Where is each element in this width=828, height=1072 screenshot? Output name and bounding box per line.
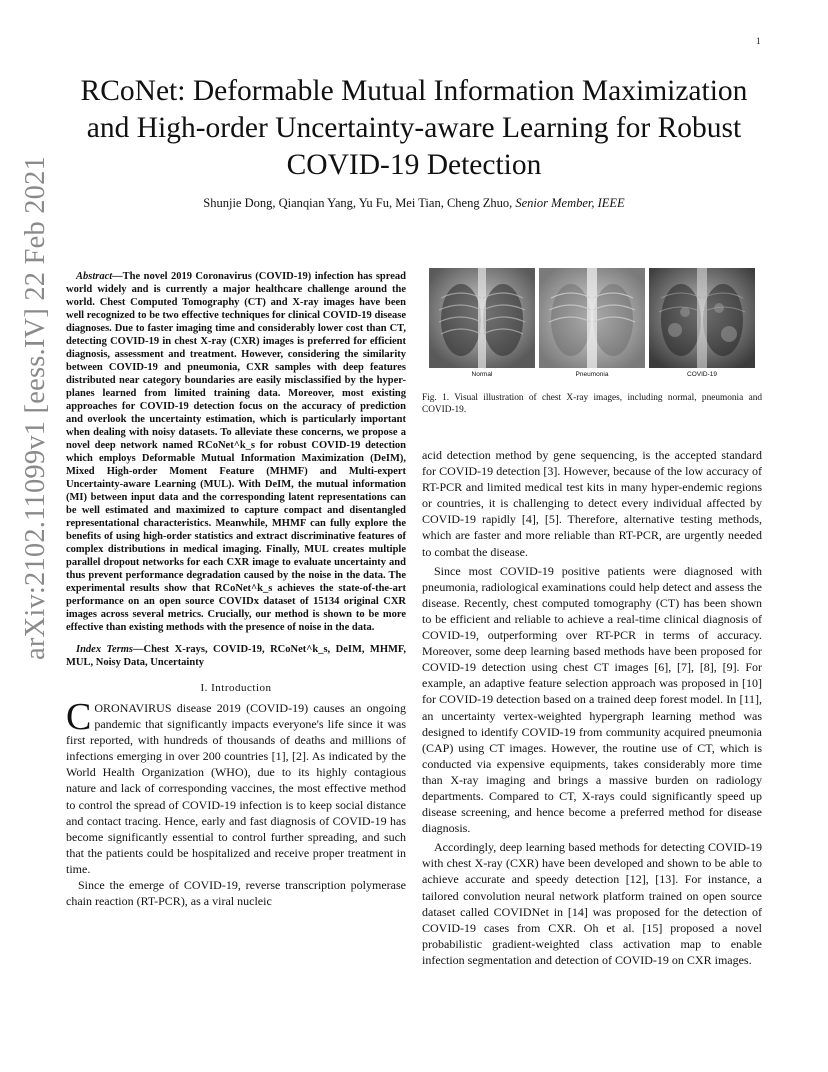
figure-caption: Fig. 1. Visual illustration of chest X-ray images, including normal, pneumonia and COVID-19. (422, 393, 762, 415)
drop-cap: C (66, 696, 92, 738)
label-normal: Normal (471, 371, 493, 378)
index-lead: Index Terms (76, 644, 133, 655)
abstract (66, 270, 406, 634)
arxiv-stamp: arXiv:2102.11099v1 [eess.IV] 22 Feb 2021 (20, 155, 51, 660)
right-paragraph-1: acid detection method by gene sequencing, is the accepted standard for COVID-19 detection [3]. However, because of the low accuracy of RT-PCR and limited medical test kits in many hyper-endemic regions or countries, it is challenging to detect every individual affected by COVID-19 rapidly [4], [5]. Therefore, alternative testing methods, which are faster and more reliable than RT-PCR, are urgently needed to combat the disease. (422, 448, 762, 559)
author-line (60, 196, 768, 211)
abstract-lead: Abstract (76, 271, 113, 282)
xray-pneumonia-image (539, 268, 645, 368)
right-paragraph-3: Accordingly, deep learning based methods for detecting COVID-19 with chest X-ray (CXR) have been developed and shown to be able to achieve accurate and speedy detection [12], [13]. For instance, a tailored convolution neural network platform trained on open source dataset called COVIDNet in [14] was proposed for the detection of COVID-19 cases from CXR. Oh et al. [15] proposed a novel probabilistic gradient-weighted class activation map to enable infection segmentation and detection of COVID-19 on CXR images. (422, 840, 762, 967)
abstract-text: —The novel 2019 Coronavirus (COVID-19) infection has spread world widely and is currently a major healthcare challenge around the world. Chest Computed Tomography (CT) and X-ray images have been well recognized to be two effective techniques for clinical COVID-19 disease diagnoses. Due to faster imaging time and considerably lower cost than CT, detecting COVID-19 in chest X-ray (CXR) images is preferred for efficient diagnosis, assessment and treatment. However, considering the similarity between COVID-19 and pneumonia, CXR samples with deep features distributed near category boundaries are easily misclassified by the hyper-planes learned from limited training data. Moreover, most existing approaches for COVID-19 detection focus on the accuracy of prediction and overlook the uncertainty estimation, which is particularly important when dealing with noisy datasets. To alleviate these concerns, we propose a novel deep network named RCoNet^k_s for robust COVID-19 detection which employs Deformable Mutual Information Maximization (DeIM), Mixed High-order Moment Feature (MHMF) and Multi-expert Uncertainty-aware Learning (MUL). With DeIM, the mutual information (MI) between input data and the corresponding latent representations can be well estimated and maximized to capture compact and disentangled representational characteristics. Meanwhile, MHMF can fully explore the benefits of using high-order statistics and extract discriminative features of complex distributions in medical imaging. Finally, MUL creates multiple parallel dropout networks for each CXR image to evaluate uncertainty and thus prevent performance degradation caused by the noise in the data. The experimental results show that RCoNet^k_s achieves the state-of-the-art performance on an open source COVIDx dataset of 15134 original CXR images across several metrics. Crucially, our method is shown to be more effective than existing methods with the presence of noise in the data. (66, 271, 406, 633)
left-column (66, 270, 406, 909)
xray-label-row (422, 371, 762, 378)
section-heading: I. Introduction (200, 682, 272, 694)
label-pneumonia: Pneumonia (575, 371, 609, 378)
xray-normal-image (429, 268, 535, 368)
right-paragraph-2: Since most COVID-19 positive patients were diagnosed with pneumonia, radiological examinations could help detect and assess the disease. Recently, chest computed tomography (CT) has been shown to be efficient and reliable to achieve a real-time clinical diagnosis of COVID-19, outperforming over RT-PCR in terms of accuracy. Moreover, some deep learning based methods have been proposed for COVID-19 detection using chest CT images [6], [7], [8], [9]. For example, an adaptive feature selection approach was proposed in [10] for COVID-19 detection based on a trained deep forest model. In [11], an uncertainty vertex-weighted hypergraph learning method was designed to identify COVID-19 from community acquired pneumonia (CAP) using CT images. However, the routine use of CT, which is conducted via expensive equipments, takes considerably more time than X-ray imaging and brings a massive burden on radiology departments. Compared to CT, X-rays could significantly speed up disease screening, and hence become a preferred method for disease diagnosis. (422, 563, 762, 836)
intro-paragraph-2: Since the emerge of COVID-19, reverse transcription polymerase chain reaction (RT-PCR), as a viral nucleic (66, 878, 406, 909)
right-column (422, 447, 762, 968)
paper-title: RCoNet: Deformable Mutual Information Maximization and High-order Uncertainty-aware Learning for Robust COVID-19 Detection (80, 75, 748, 181)
author-suffix: Senior Member, IEEE (515, 196, 625, 210)
intro-p1-text: ORONAVIRUS disease 2019 (COVID-19) causes an ongoing pandemic that significantly impacts everyone's life since it was first reported, with hundreds of thousands of deaths and millions of infections emerging in over 200 countries [1], [2]. As indicated by the World Health Organization (WHO), due to its highly contagious nature and lack of corresponding vaccines, the most effective method to control the spread of COVID-19 infection is to keep social distance and contact tracing. Hence, early and fast diagnosis of COVID-19 has become significantly essential to control further spreading, and such that the patients could be hospitalized and receive proper treatment in time. (66, 701, 406, 876)
xray-image-row (422, 268, 762, 368)
author-names: Shunjie Dong, Qianqian Yang, Yu Fu, Mei Tian, Cheng Zhuo, (203, 196, 513, 210)
index-text: —Chest X-rays, COVID-19, RCoNet^k_s, DeIM, MHMF, MUL, Noisy Data, Uncertainty (66, 644, 406, 668)
label-covid: COVID-19 (687, 371, 717, 378)
figure-1 (422, 268, 762, 416)
page-number: 1 (756, 36, 761, 46)
intro-paragraph-1 (66, 696, 406, 877)
xray-covid-image (649, 268, 755, 368)
index-terms (66, 643, 406, 669)
